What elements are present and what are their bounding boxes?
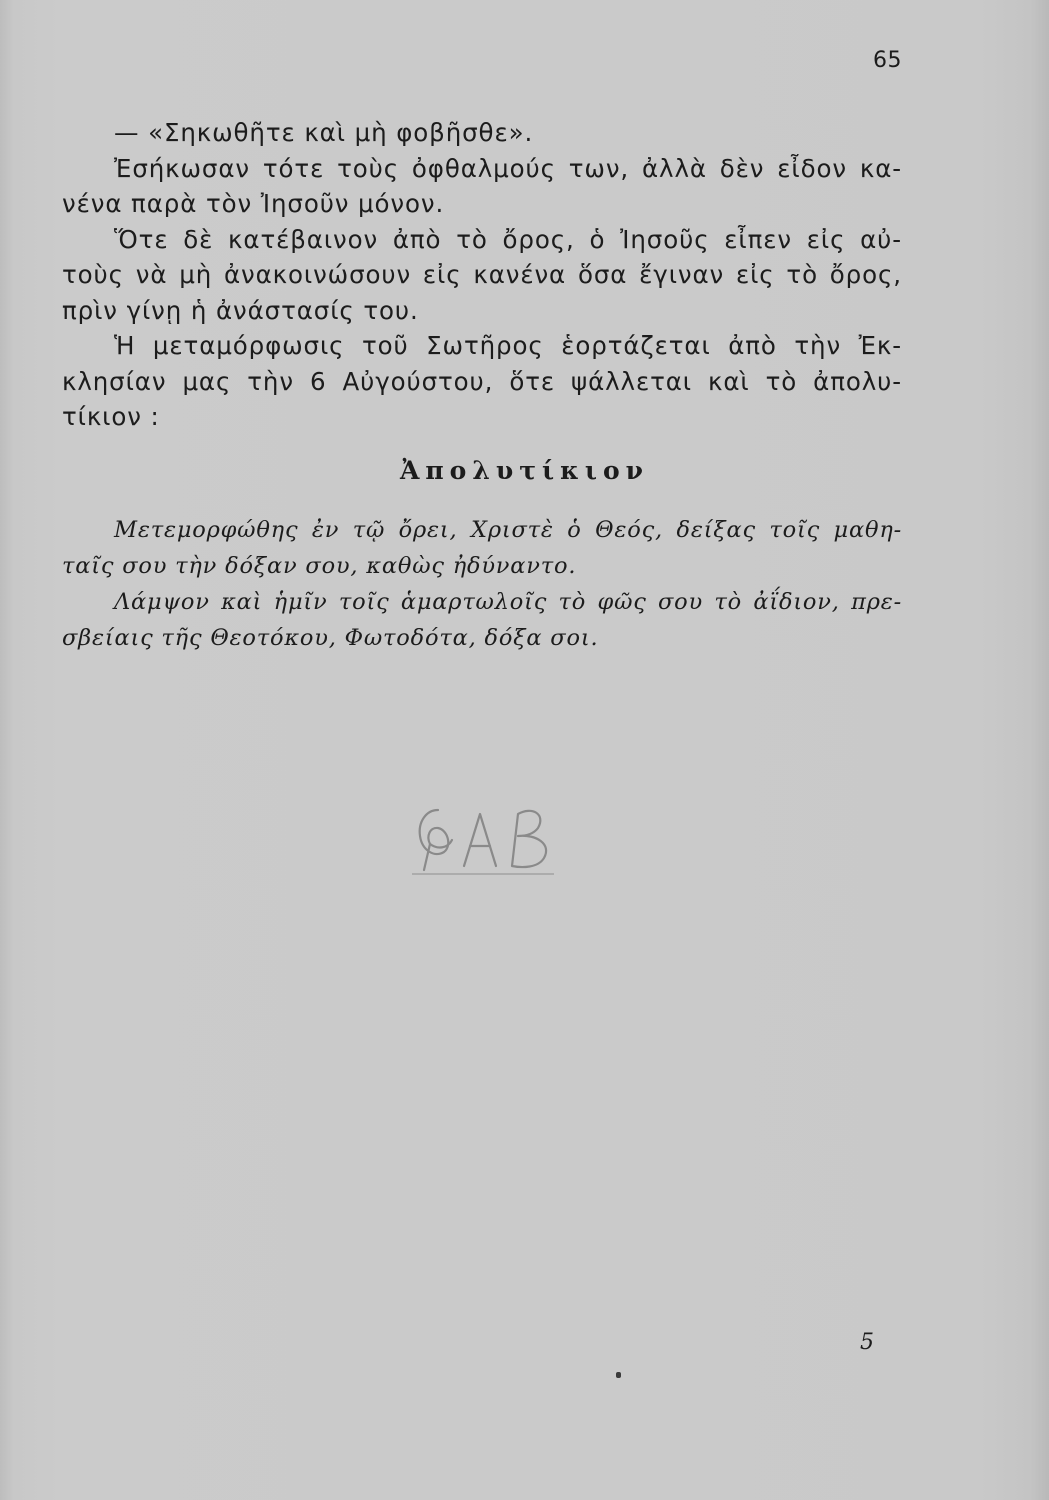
hymn-line: Λάμψον καὶ ἡμῖν τοῖς ἁμαρτωλοῖς τὸ φῶς σου τὸ ἀΐδιον, πρε-	[114, 589, 902, 615]
body-line: κλησίαν μας τὴν 6 Αὐγούστου, ὅτε ψάλλεται καὶ τὸ ἀπολυ-	[62, 366, 902, 396]
signature-number: 5	[860, 1330, 874, 1355]
body-line: Ὅτε δὲ κατέβαινον ἀπὸ τὸ ὄρος, ὁ Ἰησοῦς εἶπεν εἰς αὐ-	[114, 224, 902, 254]
hymn-line: Μετεμορφώθης ἐν τῷ ὄρει, Χριστὲ ὁ Θεός, δείξας τοῖς μαθη-	[114, 517, 902, 543]
body-line: νένα παρὰ τὸν Ἰησοῦν μόνον.	[62, 189, 445, 218]
ink-speck	[616, 1372, 621, 1378]
body-line: τίκιον :	[62, 402, 160, 431]
hymn-line: ταῖς σου τὴν δόξαν σου, καθὼς ἠδύναντο.	[62, 553, 577, 579]
hymn-title: Ἀπολυτίκιον	[399, 456, 650, 485]
body-line: Ἡ μεταμόρφωσις τοῦ Σωτῆρος ἑορτάζεται ἀπὸ τὴν Ἐκ-	[114, 331, 902, 360]
body-text	[62, 115, 902, 435]
body-line: πρὶν γίνῃ ἡ ἀνάστασίς του.	[62, 295, 419, 325]
body-line: τοὺς νὰ μὴ ἀνακοινώσουν εἰς κανένα ὅσα ἔγιναν εἰς τὸ ὄρος,	[62, 260, 902, 289]
body-line: — «Σηκωθῆτε καὶ μὴ φοβῆσθε».	[114, 118, 534, 147]
hymn-text	[62, 512, 902, 656]
page-number: 65	[873, 48, 902, 73]
body-line: Ἐσήκωσαν τότε τοὺς ὀφθαλμούς των, ἀλλὰ δὲν εἶδον κα-	[114, 153, 902, 183]
hymn-line: σβείαις τῆς Θεοτόκου, Φωτοδότα, δόξα σοι.	[62, 625, 599, 651]
signature-stamp	[408, 800, 558, 880]
